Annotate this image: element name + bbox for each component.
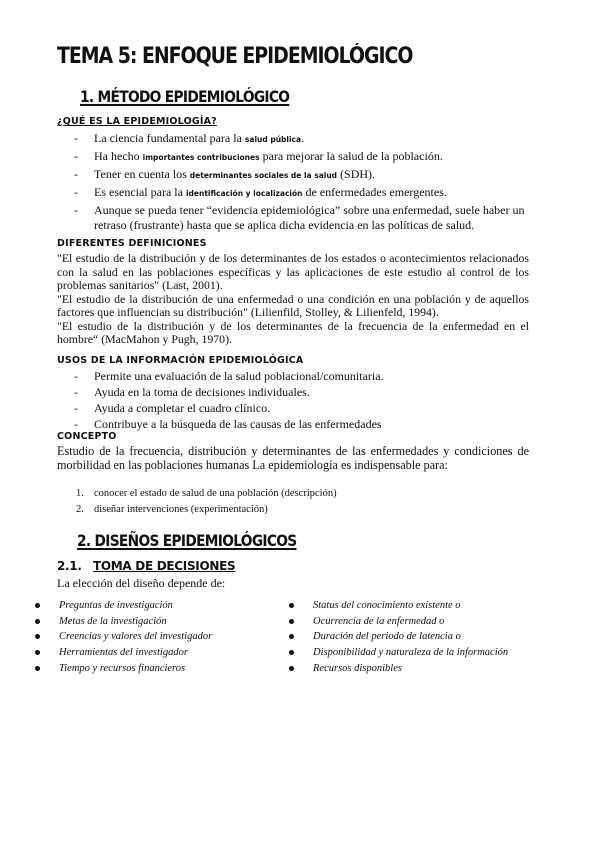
list-item: - La ciencia fundamental para la salud pública.: [74, 131, 554, 148]
list-item: Ocurrencia de la enfermedad o: [288, 614, 508, 630]
list-item: Preguntas de investigación: [34, 598, 212, 614]
list-item: - Ha hecho importantes contribuciones para mejorar la salud de la población.: [74, 149, 554, 166]
design-factors-right: [288, 598, 508, 677]
section-heading-metodo-text: 1. MÉTODO EPIDEMIOLÓGICO: [80, 87, 290, 106]
list-item: 2. diseñar intervenciones (experimentación): [76, 504, 268, 515]
list-item: 1. conocer el estado de salud de una población (descripción): [76, 488, 337, 499]
list-item: Status del conocimiento existente o: [288, 598, 508, 614]
que-es-list: [74, 131, 554, 234]
subsection-label: TOMA DE DECISIONES: [93, 559, 236, 573]
list-item: Recursos disponibles: [288, 661, 508, 677]
list-item: - Es esencial para la identificación y localización de enfermedades emergentes.: [74, 185, 554, 202]
list-item: - Permite una evaluación de la salud poblacional/comunitaria.: [74, 369, 554, 384]
subheading-que-es: ¿QUÉ ES LA EPIDEMIOLOGÍA?: [57, 116, 217, 127]
design-lead-text: La elección del diseño depende de:: [57, 576, 226, 590]
list-item: Tiempo y recursos financieros: [34, 661, 212, 677]
definition-paragraph: "El estudio de la distribución y de los determinantes de la frecuencia de la enfermedad en el hombre“ (MacMahon y Pugh, 1970).: [57, 318, 529, 346]
section-heading-disenos: [77, 531, 297, 550]
subheading-concepto: CONCEPTO: [57, 431, 117, 442]
list-item: Metas de la investigación: [34, 614, 212, 630]
definition-paragraph: "El estudio de la distribución de una enfermedad o una condición en una población y de aquellos factores que influencian su distribución" (Lilienfild, Stolley, & Lilienfeld, 1994).: [57, 291, 529, 319]
list-item: Duración del periodo de latencia o: [288, 629, 508, 645]
emphasis-text: importantes contribuciones: [142, 153, 260, 162]
list-item: - Tener en cuenta los determinantes sociales de la salud (SDH).: [74, 167, 554, 184]
section-heading-disenos-text: 2. DISEÑOS EPIDEMIOLÓGICOS: [77, 531, 297, 550]
subheading-usos: USOS DE LA INFORMACIÓN EPIDEMIOLÓGICA: [57, 355, 304, 366]
concepto-text: Estudio de la frecuencia, distribución y determinantes de las enfermedades y condiciones de morbilidad en las poblaciones humanas La epidemiología es indispensable para:: [57, 444, 529, 472]
definition-paragraph: "El estudio de la distribución y de los determinantes de los estados o acontecimientos relacionados con la salud en las poblaciones específicas y las aplicaciones de este estudio al control de los problemas sanitarios" (Last, 2001).: [57, 251, 529, 292]
emphasis-text: identificación y localización: [185, 189, 303, 198]
emphasis-text: determinantes sociales de la salud: [189, 171, 338, 180]
subsection-number: 2.1.: [57, 559, 82, 573]
list-item: - Contribuye a la búsqueda de las causas de las enfermedades: [74, 417, 554, 432]
emphasis-text: salud pública: [244, 135, 302, 144]
page-title: TEMA 5: ENFOQUE EPIDEMIOLÓGICO: [57, 44, 413, 69]
design-factors-left: [34, 598, 212, 677]
subheading-definiciones: DIFERENTES DEFINICIONES: [57, 238, 207, 249]
definiciones-text: [57, 252, 529, 347]
usos-list: [74, 369, 554, 433]
list-item: - Aunque se pueda tener “evidencia epidemiológica” sobre una enfermedad, suele haber un retraso (frustrante) hasta que se aplica dicha evidencia en las políticas de salud.: [74, 203, 554, 232]
list-item: - Ayuda en la toma de decisiones individuales.: [74, 385, 554, 400]
section-heading-metodo: [80, 87, 289, 106]
concepto-list: [76, 486, 337, 518]
list-item: Creencias y valores del investigador: [34, 629, 212, 645]
subsection-toma-decisiones: [57, 559, 235, 573]
list-item: Disponibilidad y naturaleza de la información: [288, 645, 508, 661]
list-item: Herramientas del investigador: [34, 645, 212, 661]
list-item: - Ayuda a completar el cuadro clínico.: [74, 401, 554, 416]
